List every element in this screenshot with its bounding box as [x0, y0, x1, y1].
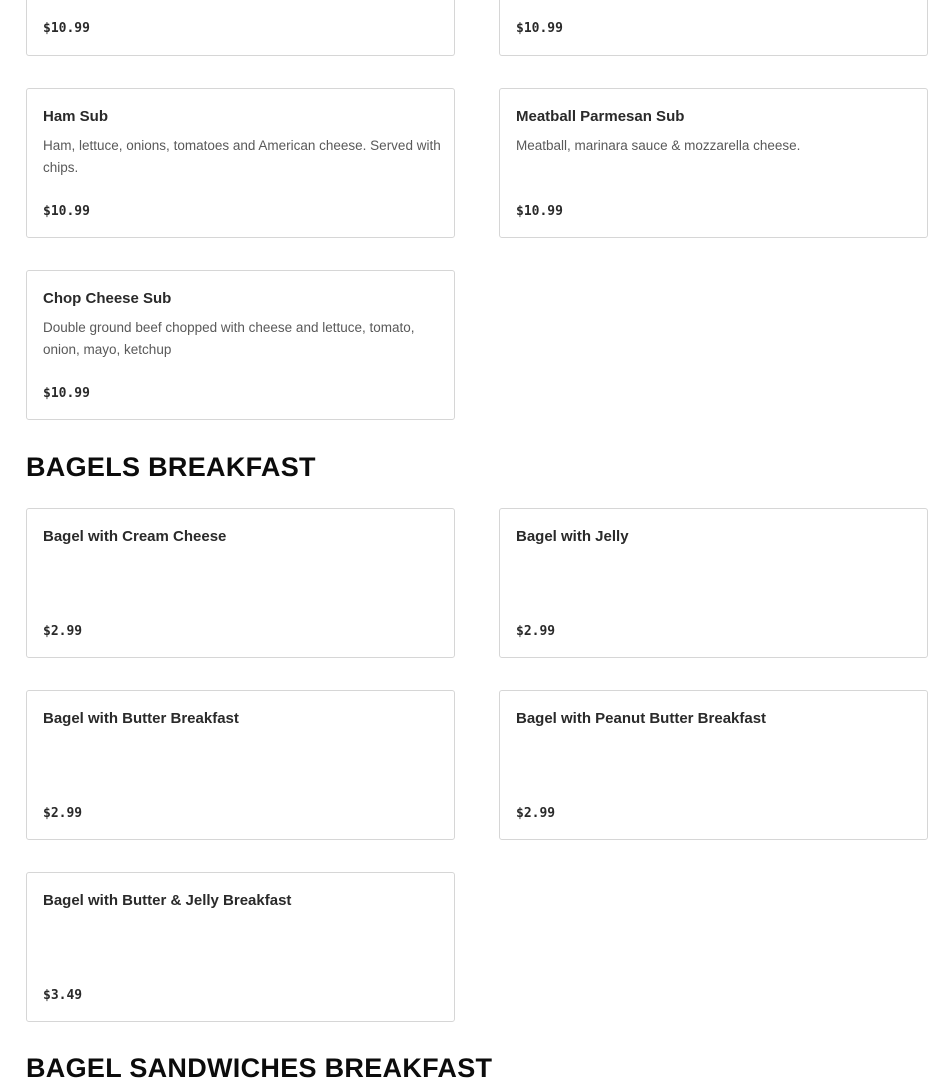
- item-description: Ham, lettuce, onions, tomatoes and American cheese. Served with chips.: [43, 138, 441, 175]
- item-price: $2.99: [516, 624, 556, 639]
- menu-item-card[interactable]: [26, 872, 455, 1022]
- menu-item-card[interactable]: [499, 0, 928, 56]
- item-description: Double ground beef chopped with cheese and lettuce, tomato, onion, mayo, ketchup: [43, 320, 415, 357]
- item-price: $10.99: [43, 204, 90, 219]
- item-name: Ham Sub: [43, 108, 109, 125]
- item-price: $10.99: [516, 204, 563, 219]
- item-name: Bagel with Cream Cheese: [43, 528, 227, 545]
- item-name: Bagel with Butter & Jelly Breakfast: [43, 892, 292, 909]
- item-price: $2.99: [43, 624, 83, 639]
- menu-item-card[interactable]: [26, 690, 455, 840]
- item-name: Bagel with Butter Breakfast: [43, 710, 239, 727]
- menu-item-card[interactable]: [26, 88, 455, 238]
- item-name: Bagel with Jelly: [516, 528, 629, 545]
- item-price: $2.99: [516, 806, 556, 821]
- item-price: $2.99: [43, 806, 83, 821]
- item-price: $10.99: [43, 386, 90, 401]
- menu-item-card[interactable]: [499, 690, 928, 840]
- menu-item-card[interactable]: [499, 508, 928, 658]
- menu-item-card[interactable]: [499, 88, 928, 238]
- item-price: $3.49: [43, 988, 83, 1003]
- section-title-bagels-breakfast: BAGELS BREAKFAST: [26, 452, 316, 482]
- menu-item-card[interactable]: [26, 508, 455, 658]
- menu-item-card[interactable]: [26, 0, 455, 56]
- item-name: Meatball Parmesan Sub: [516, 108, 685, 125]
- item-name: Bagel with Peanut Butter Breakfast: [516, 710, 767, 727]
- item-description: Meatball, marinara sauce & mozzarella cheese.: [516, 138, 801, 153]
- menu-item-card[interactable]: [26, 270, 455, 420]
- item-price: $10.99: [516, 21, 563, 36]
- item-name: Chop Cheese Sub: [43, 290, 172, 307]
- item-price: $10.99: [43, 21, 90, 36]
- section-title-bagel-sandwiches-breakfast: BAGEL SANDWICHES BREAKFAST: [26, 1053, 493, 1083]
